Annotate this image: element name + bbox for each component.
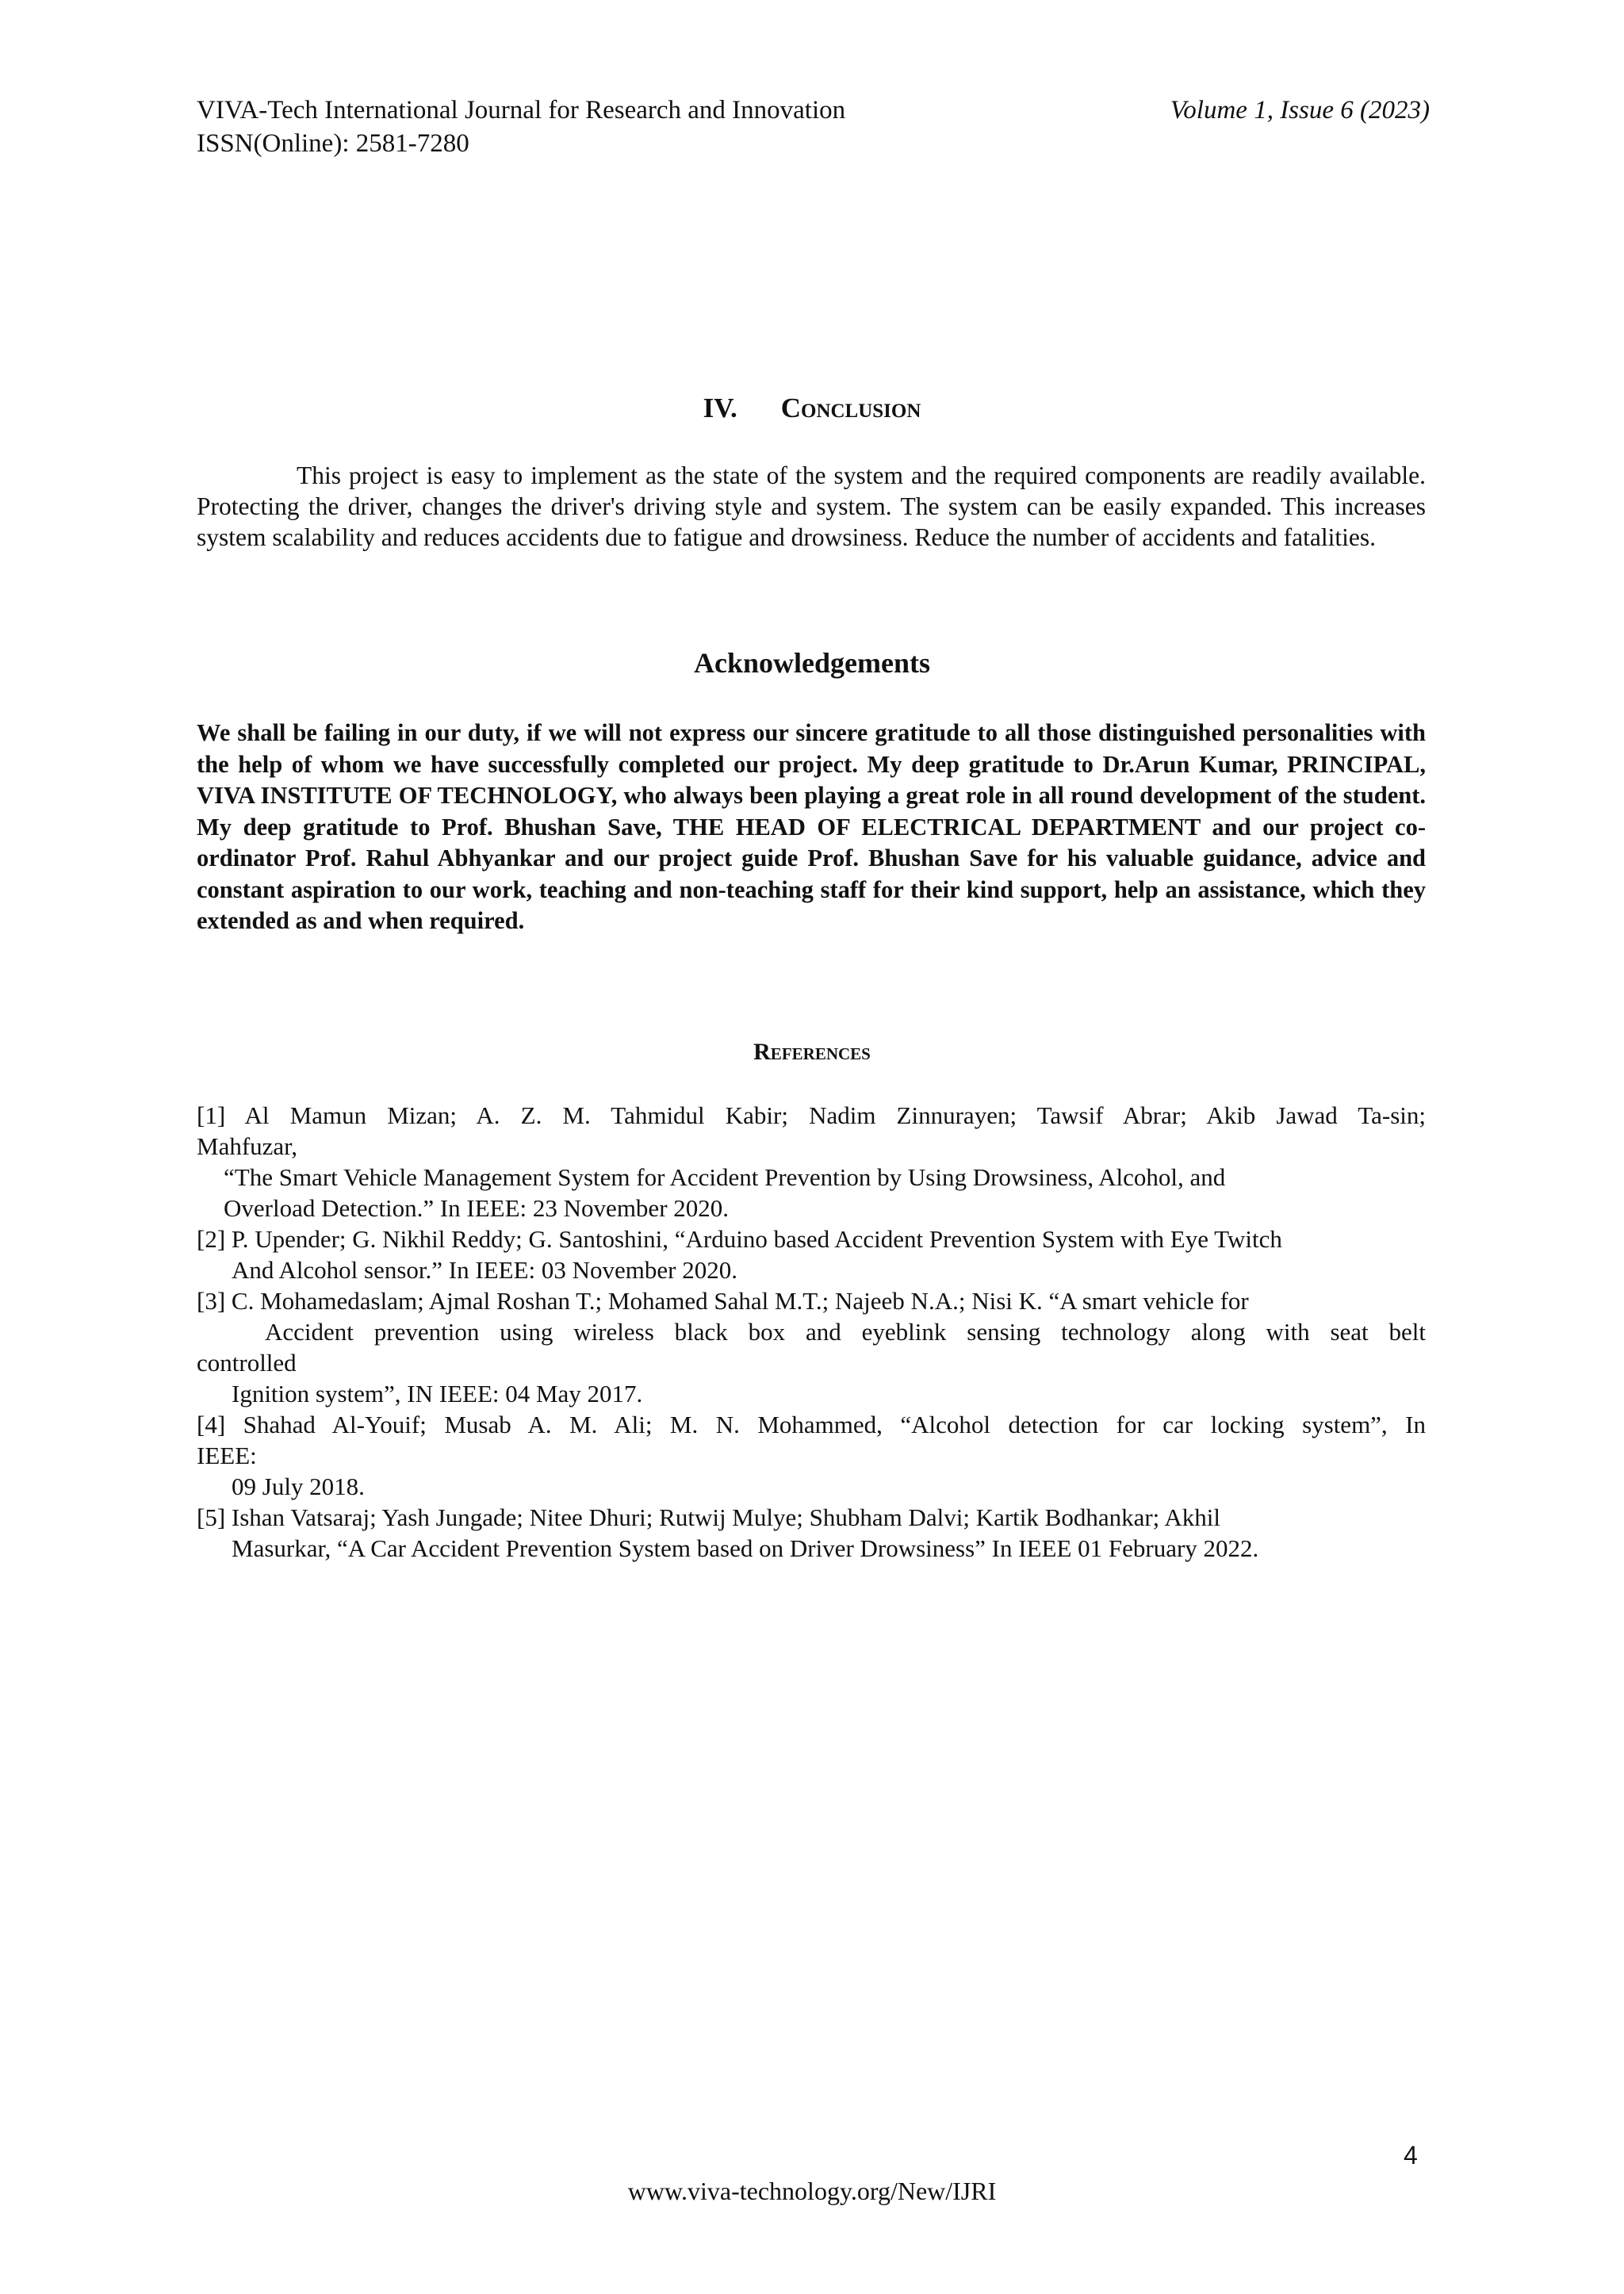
reference-line: Overload Detection.” In IEEE: 23 November 2020. [224, 1194, 730, 1222]
reference-line: [4] Shahad Al-Youif; Musab A. M. Ali; M. N. Mohammed, “Alcohol detection for car locking system”, In [197, 1411, 1426, 1438]
reference-line: [2] P. Upender; G. Nikhil Reddy; G. Santoshini, “Arduino based Accident Prevention System with Eye Twitch [197, 1225, 1282, 1253]
section-number: IV. [703, 393, 737, 423]
reference-line: [1] Al Mamun Mizan; A. Z. M. Tahmidul Kabir; Nadim Zinnurayen; Tawsif Abrar; Akib Jawad Ta-sin; [197, 1101, 1426, 1129]
reference-line: 09 July 2018. [232, 1473, 365, 1500]
issn: ISSN(Online): 2581-7280 [197, 129, 469, 158]
references-heading: References [753, 1039, 871, 1065]
conclusion-paragraph: This project is easy to implement as the state of the system and the required components are readily available. Protecting the driver, changes the driver's driving style and system. The system can be easily expanded. This increases system scalability and reduces accidents due to fatigue and drowsiness. Reduce the number of accidents and fatalities. [197, 461, 1426, 551]
reference-line: And Alcohol sensor.” In IEEE: 03 November 2020. [232, 1256, 737, 1284]
reference-line: Masurkar, “A Car Accident Prevention System based on Driver Drowsiness” In IEEE 01 February 2022. [232, 1534, 1259, 1562]
acknowledgements-heading: Acknowledgements [694, 647, 930, 679]
page-number: 4 [1404, 2141, 1418, 2170]
footer-url: www.viva-technology.org/New/IJRI [627, 2177, 997, 2205]
reference-line: Mahfuzar, [197, 1132, 297, 1160]
reference-line: [3] C. Mohamedaslam; Ajmal Roshan T.; Mohamed Sahal M.T.; Najeeb N.A.; Nisi K. “A smart vehicle for [197, 1287, 1249, 1315]
acknowledgements-paragraph: We shall be failing in our duty, if we will not express our sincere gratitude to all those distinguished personalities with the help of whom we have successfully completed our project. My deep gratitude to Dr.Arun Kumar, PRINCIPAL, VIVA INSTITUTE OF TECHNOLOGY, who always been playing a great role in all round development of the student. My deep gratitude to Prof. Bhushan Save, THE HEAD OF ELECTRICAL DEPARTMENT and our project co-ordinator Prof. Rahul Abhyankar and our project guide Prof. Bhushan Save for his valuable guidance, advice and constant aspiration to our work, teaching and non-teaching staff for their kind support, help an assistance, which they extended as and when required. [197, 719, 1426, 934]
reference-item [197, 1409, 1426, 1502]
reference-line: Ignition system”, IN IEEE: 04 May 2017. [232, 1380, 643, 1407]
reference-line: Accident prevention using wireless black box and eyeblink sensing technology along with seat belt [265, 1318, 1426, 1346]
reference-item [197, 1285, 1426, 1409]
reference-line: [5] Ishan Vatsaraj; Yash Jungade; Nitee Dhuri; Rutwij Mulye; Shubham Dalvi; Kartik Bodhankar; Akhil [197, 1503, 1220, 1531]
reference-item [197, 1100, 1426, 1224]
reference-line: controlled [197, 1349, 297, 1377]
reference-line: IEEE: [197, 1442, 257, 1469]
section-heading-conclusion [0, 393, 1624, 424]
reference-line: “The Smart Vehicle Management System for Accident Prevention by Using Drowsiness, Alcohol, and [224, 1163, 1226, 1191]
volume-issue: Volume 1, Issue 6 (2023) [1170, 96, 1430, 124]
section-title: Conclusion [780, 393, 921, 423]
references-list [197, 1100, 1426, 1564]
reference-item [197, 1502, 1426, 1564]
journal-name: VIVA-Tech International Journal for Research and Innovation [197, 96, 846, 124]
reference-item [197, 1224, 1426, 1285]
